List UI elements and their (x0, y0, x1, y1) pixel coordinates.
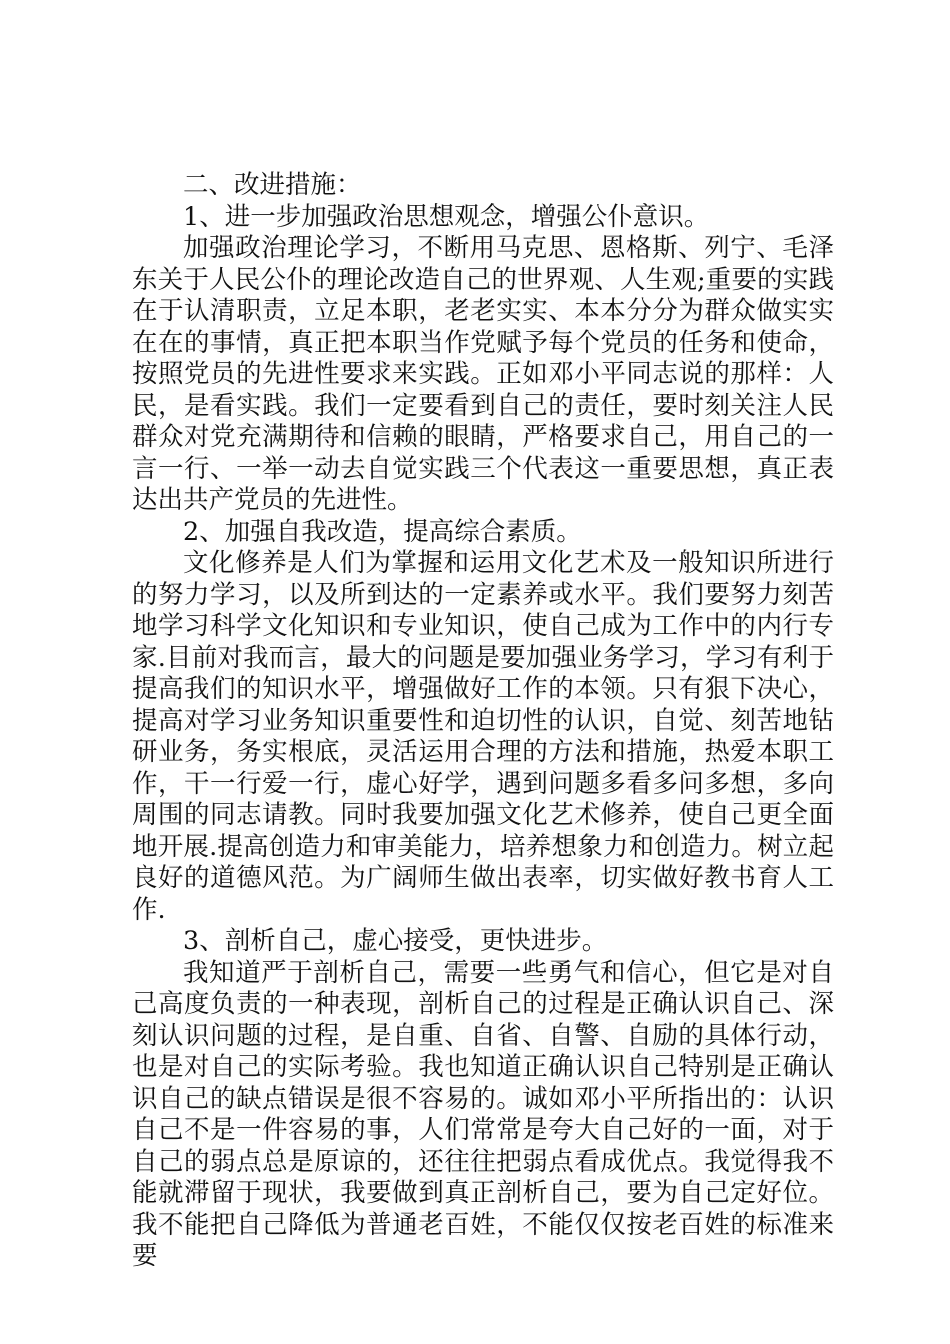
paragraph-2: 文化修养是人们为掌握和运用文化艺术及一般知识所进行的努力学习，以及所到达的一定素养或水平。我们要努力刻苦地学习科学文化知识和专业知识，使自己成为工作中的内行专家.目前对我而言，最大的问题是要加强业务学习，学习有利于提高我们的知识水平，增强做好工作的本领。只有狠下决心，提高对学习业务知识重要性和迫切性的认识，自觉、刻苦地钻研业务，务实根底，灵活运用合理的方法和措施，热爱本职工作，干一行爱一行，虚心好学，遇到问题多看多问多想，多向周围的同志请教。同时我要加强文化艺术修养，使自己更全面地开展.提高创造力和审美能力，培养想象力和创造力。树立起良好的道德风范。为广阔师生做出表率，切实做好教书育人工作. (132, 548, 834, 925)
section-heading: 二、改进措施： (183, 170, 362, 200)
paragraph-1: 加强政治理论学习，不断用马克思、恩格斯、列宁、毛泽东关于人民公仆的理论改造自己的世界观、人生观;重要的实践在于认清职责，立足本职，老老实实、本本分分为群众做实实在在的事情，真正把本职当作党赋予每个党员的任务和使命，按照党员的先进性要求来实践。正如邓小平同志说的那样：人民，是看实践。我们一定要看到自己的责任，要时刻关注人民群众对党充满期待和信赖的眼睛，严格要求自己，用自己的一言一行、一举一动去自觉实践三个代表这一重要思想，真正表达出共产党员的先进性。 (132, 233, 834, 515)
document-body (132, 170, 834, 1273)
paragraph-3: 我知道严于剖析自己，需要一些勇气和信心，但它是对自己高度负责的一种表现，剖析自己的过程是正确认识自己、深刻认识问题的过程，是自重、自省、自警、自励的具体行动，也是对自己的实际考验。我也知道正确认识自己特别是正确认识自己的缺点错误是很不容易的。诚如邓小平所指出的：认识自己不是一件容易的事，人们常常是夸大自己好的一面，对于自己的弱点总是原谅的，还往往把弱点看成优点。我觉得我不能就滞留于现状，我要做到真正剖析自己，要为自己定好位。我不能把自己降低为普通老百姓，不能仅仅按老百姓的标准来要 (132, 957, 834, 1271)
subheading-2: 2、加强自我改造，提高综合素质。 (183, 516, 582, 547)
subheading-1: 1、进一步加强政治思想观念，增强公仆意识。 (183, 201, 710, 232)
subheading-3: 3、剖析自己，虚心接受，更快进步。 (183, 926, 608, 956)
